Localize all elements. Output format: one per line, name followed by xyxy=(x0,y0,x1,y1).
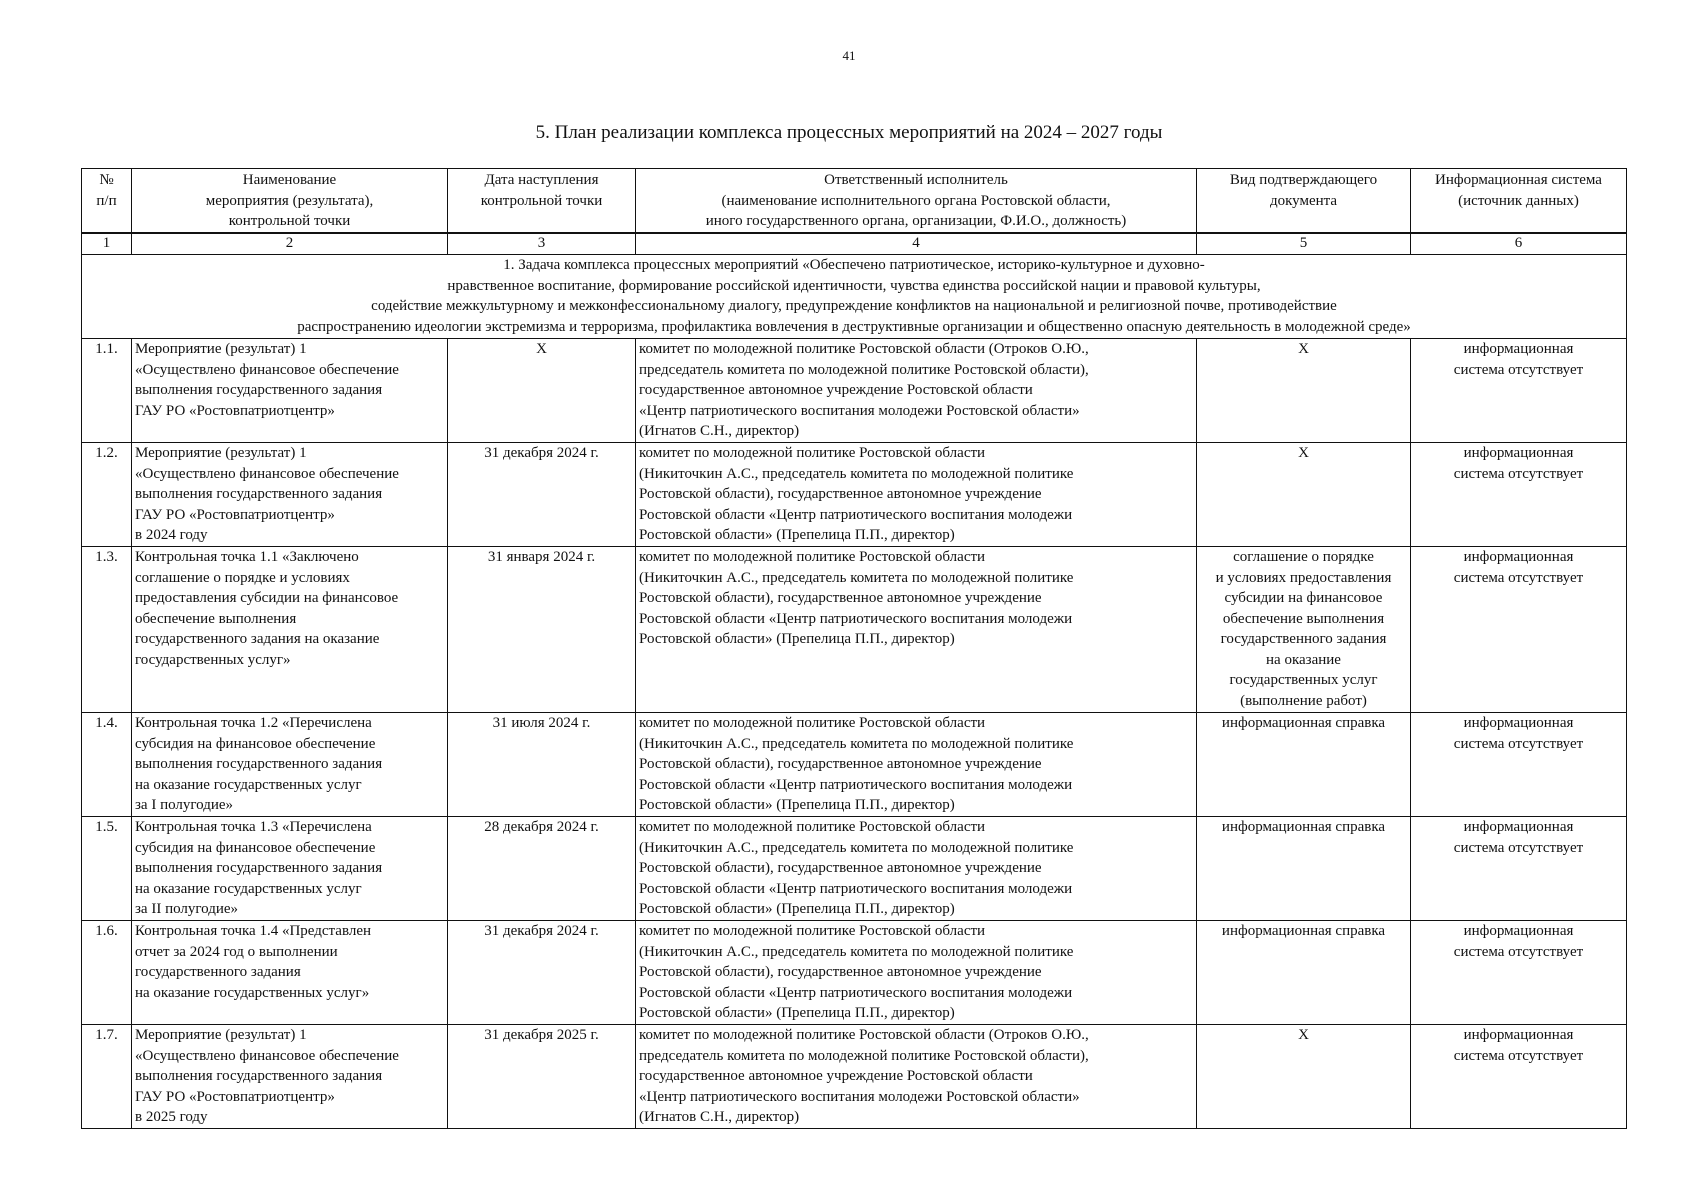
row-name: Контрольная точка 1.1 «Заключено соглашение о порядке и условиях предоставления субсидии на финансовое обеспечение выполнения государственного задания на оказание государственных услуг» xyxy=(132,547,448,713)
row-system: информационная система отсутствует xyxy=(1411,339,1627,443)
header-system: Информационная система (источник данных) xyxy=(1411,169,1627,234)
column-number: 6 xyxy=(1411,233,1627,255)
header-row xyxy=(82,169,1627,234)
column-number: 2 xyxy=(132,233,448,255)
header-date: Дата наступления контрольной точки xyxy=(448,169,636,234)
row-number: 1.5. xyxy=(82,817,132,921)
task-line: распространению идеологии экстремизма и терроризма, профилактика вовлечения в деструктивные организации и общественно опасную деятельность в молодежной среде» xyxy=(297,318,1411,335)
row-date: X xyxy=(448,339,636,443)
plan-table xyxy=(81,168,1627,1129)
column-number: 3 xyxy=(448,233,636,255)
page-number: 41 xyxy=(842,48,856,63)
page-title: 5. План реализации комплекса процессных мероприятий на 2024 – 2027 годы xyxy=(535,122,1163,143)
row-document: X xyxy=(1197,443,1411,547)
row-system: информационная система отсутствует xyxy=(1411,1025,1627,1129)
task-row xyxy=(82,255,1627,339)
row-date: 31 декабря 2024 г. xyxy=(448,921,636,1025)
table-row xyxy=(82,443,1627,547)
row-executor: комитет по молодежной политике Ростовской области (Отроков О.Ю., председатель комитета по молодежной политике Ростовской области), государственное автономное учреждение Ростовской области «Центр патриотического воспитания молодежи Ростовской области» (Игнатов С.Н., директор) xyxy=(636,339,1197,443)
header-document: Вид подтверждающего документа xyxy=(1197,169,1411,234)
row-name: Контрольная точка 1.3 «Перечислена субсидия на финансовое обеспечение выполнения государственного задания на оказание государственных услуг за II полугодие» xyxy=(132,817,448,921)
header-name: Наименование мероприятия (результата), контрольной точки xyxy=(132,169,448,234)
row-date: 31 июля 2024 г. xyxy=(448,713,636,817)
column-number: 4 xyxy=(636,233,1197,255)
row-document: информационная справка xyxy=(1197,921,1411,1025)
task-line: содействие межкультурному и межконфессиональному диалогу, предупреждение конфликтов на национальной и религиозной почве, противодействие xyxy=(371,298,1337,314)
table-row xyxy=(82,817,1627,921)
row-system: информационная система отсутствует xyxy=(1411,547,1627,713)
row-system: информационная система отсутствует xyxy=(1411,921,1627,1025)
row-system: информационная система отсутствует xyxy=(1411,713,1627,817)
table-row xyxy=(82,1025,1627,1129)
row-executor: комитет по молодежной политике Ростовской области (Отроков О.Ю., председатель комитета по молодежной политике Ростовской области), государственное автономное учреждение Ростовской области «Центр патриотического воспитания молодежи Ростовской области» (Игнатов С.Н., директор) xyxy=(636,1025,1197,1129)
row-executor: комитет по молодежной политике Ростовской области (Никиточкин А.С., председатель комитета по молодежной политике Ростовской области), государственное автономное учреждение Ростовской области «Центр патриотического воспитания молодежи Ростовской области» (Препелица П.П., директор) xyxy=(636,817,1197,921)
header-executor: Ответственный исполнитель (наименование исполнительного органа Ростовской области, иного государственного органа, организации, Ф.И.О., должность) xyxy=(636,169,1197,234)
row-executor: комитет по молодежной политике Ростовской области (Никиточкин А.С., председатель комитета по молодежной политике Ростовской области), государственное автономное учреждение Ростовской области «Центр патриотического воспитания молодежи Ростовской области» (Препелица П.П., директор) xyxy=(636,443,1197,547)
row-document: информационная справка xyxy=(1197,817,1411,921)
row-number: 1.4. xyxy=(82,713,132,817)
row-date: 31 декабря 2025 г. xyxy=(448,1025,636,1129)
row-number: 1.2. xyxy=(82,443,132,547)
row-executor: комитет по молодежной политике Ростовской области (Никиточкин А.С., председатель комитета по молодежной политике Ростовской области), государственное автономное учреждение Ростовской области «Центр патриотического воспитания молодежи Ростовской области» (Препелица П.П., директор) xyxy=(636,921,1197,1025)
task-description xyxy=(82,255,1627,339)
task-line: нравственное воспитание, формирование российской идентичности, чувства единства российской нации и правовой культуры, xyxy=(447,277,1261,294)
row-executor: комитет по молодежной политике Ростовской области (Никиточкин А.С., председатель комитета по молодежной политике Ростовской области), государственное автономное учреждение Ростовской области «Центр патриотического воспитания молодежи Ростовской области» (Препелица П.П., директор) xyxy=(636,713,1197,817)
row-date: 28 декабря 2024 г. xyxy=(448,817,636,921)
table-row xyxy=(82,713,1627,817)
row-document: X xyxy=(1197,1025,1411,1129)
row-number: 1.3. xyxy=(82,547,132,713)
header-number: № п/п xyxy=(82,169,132,234)
row-document: информационная справка xyxy=(1197,713,1411,817)
row-number: 1.6. xyxy=(82,921,132,1025)
row-system: информационная система отсутствует xyxy=(1411,443,1627,547)
row-date: 31 декабря 2024 г. xyxy=(448,443,636,547)
row-name: Контрольная точка 1.4 «Представлен отчет за 2024 год о выполнении государственного задания на оказание государственных услуг» xyxy=(132,921,448,1025)
row-system: информационная система отсутствует xyxy=(1411,817,1627,921)
row-name: Мероприятие (результат) 1 «Осуществлено финансовое обеспечение выполнения государственного задания ГАУ РО «Ростовпатриотцентр» в 2025 году xyxy=(132,1025,448,1129)
column-number: 5 xyxy=(1197,233,1411,255)
row-name: Мероприятие (результат) 1 «Осуществлено финансовое обеспечение выполнения государственного задания ГАУ РО «Ростовпатриотцентр» в 2024 году xyxy=(132,443,448,547)
row-number: 1.7. xyxy=(82,1025,132,1129)
row-executor: комитет по молодежной политике Ростовской области (Никиточкин А.С., председатель комитета по молодежной политике Ростовской области), государственное автономное учреждение Ростовской области «Центр патриотического воспитания молодежи Ростовской области» (Препелица П.П., директор) xyxy=(636,547,1197,713)
row-number: 1.1. xyxy=(82,339,132,443)
row-document: X xyxy=(1197,339,1411,443)
row-document: соглашение о порядке и условиях предоставления субсидии на финансовое обеспечение выполнения государственного задания на оказание государственных услуг (выполнение работ) xyxy=(1197,547,1411,713)
task-line: 1. Задача комплекса процессных мероприятий «Обеспечено патриотическое, историко-культурное и духовно- xyxy=(503,257,1205,273)
table-row xyxy=(82,921,1627,1025)
column-number: 1 xyxy=(82,233,132,255)
row-name: Контрольная точка 1.2 «Перечислена субсидия на финансовое обеспечение выполнения государственного задания на оказание государственных услуг за I полугодие» xyxy=(132,713,448,817)
table-row xyxy=(82,339,1627,443)
column-number-row xyxy=(82,233,1627,255)
row-date: 31 января 2024 г. xyxy=(448,547,636,713)
row-name: Мероприятие (результат) 1 «Осуществлено финансовое обеспечение выполнения государственного задания ГАУ РО «Ростовпатриотцентр» xyxy=(132,339,448,443)
table-row xyxy=(82,547,1627,713)
